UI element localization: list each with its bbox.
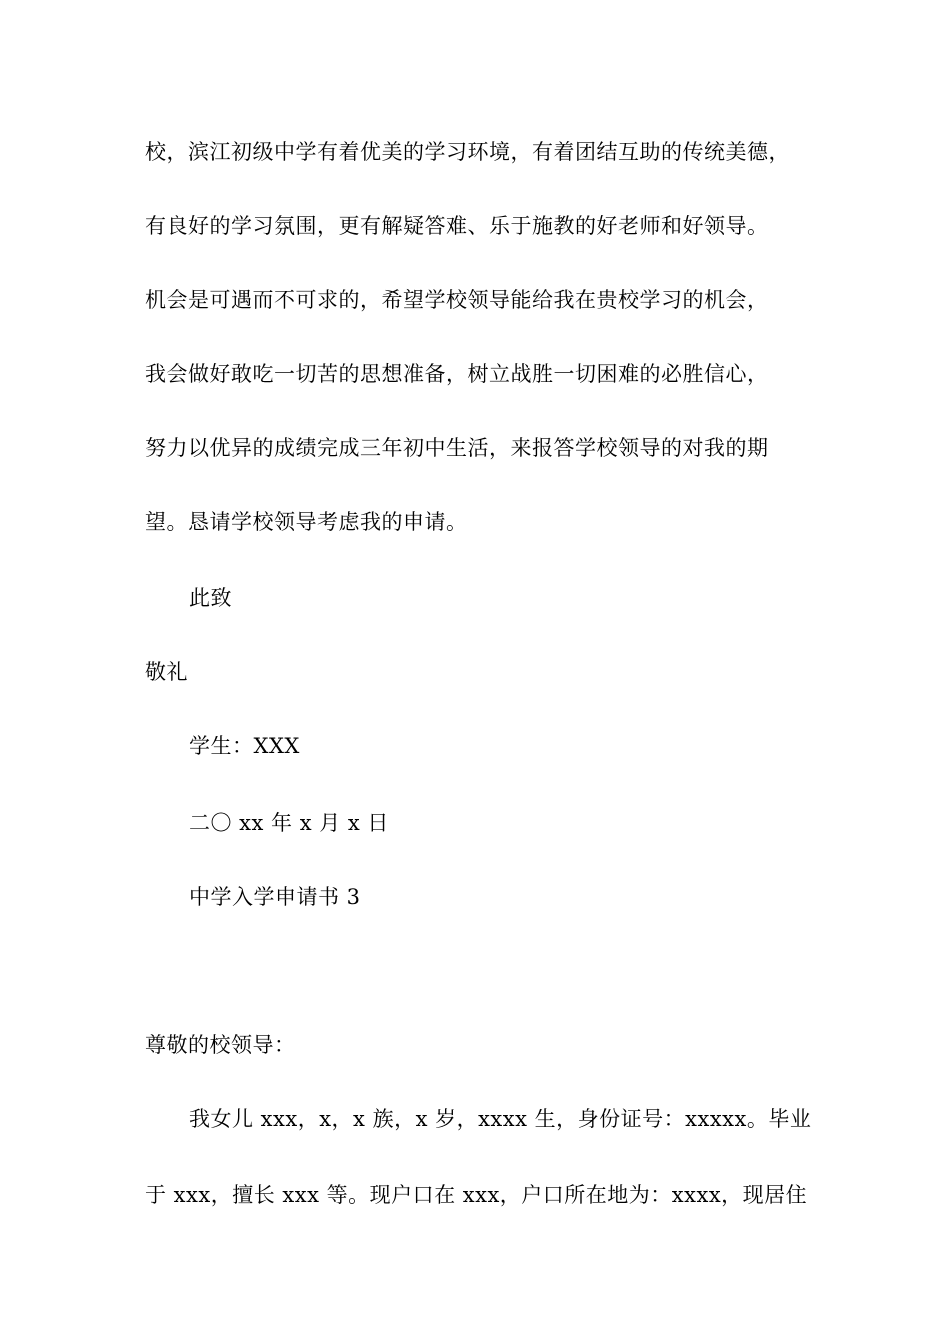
section-heading: 中学入学申请书 3 — [189, 885, 361, 909]
paragraph-line: 有良好的学习氛围，更有解疑答难、乐于施教的好老师和好领导。 — [145, 214, 769, 238]
signature-date: 二〇 xx 年 x 月 x 日 — [189, 811, 389, 835]
signature-student: 学生：XXX — [189, 734, 300, 758]
paragraph-line: 于 xxx，擅长 xxx 等。现户口在 xxx，户口所在地为：xxxx，现居住 — [145, 1183, 808, 1207]
paragraph-line: 望。恳请学校领导考虑我的申请。 — [145, 510, 468, 534]
closing-salutation: 此致 — [189, 586, 232, 610]
paragraph-line: 我女儿 xxx，x，x 族，x 岁，xxxx 生，身份证号：xxxxx。毕业 — [189, 1107, 812, 1131]
paragraph-line: 努力以优异的成绩完成三年初中生活，来报答学校领导的对我的期 — [145, 436, 769, 460]
letter-greeting: 尊敬的校领导： — [145, 1033, 296, 1057]
paragraph-line: 校，滨江初级中学有着优美的学习环境，有着团结互助的传统美德， — [145, 140, 790, 164]
paragraph-line: 我会做好敢吃一切苦的思想准备，树立战胜一切困难的必胜信心， — [145, 362, 769, 386]
closing-regards: 敬礼 — [145, 660, 188, 684]
paragraph-line: 机会是可遇而不可求的，希望学校领导能给我在贵校学习的机会， — [145, 288, 769, 312]
